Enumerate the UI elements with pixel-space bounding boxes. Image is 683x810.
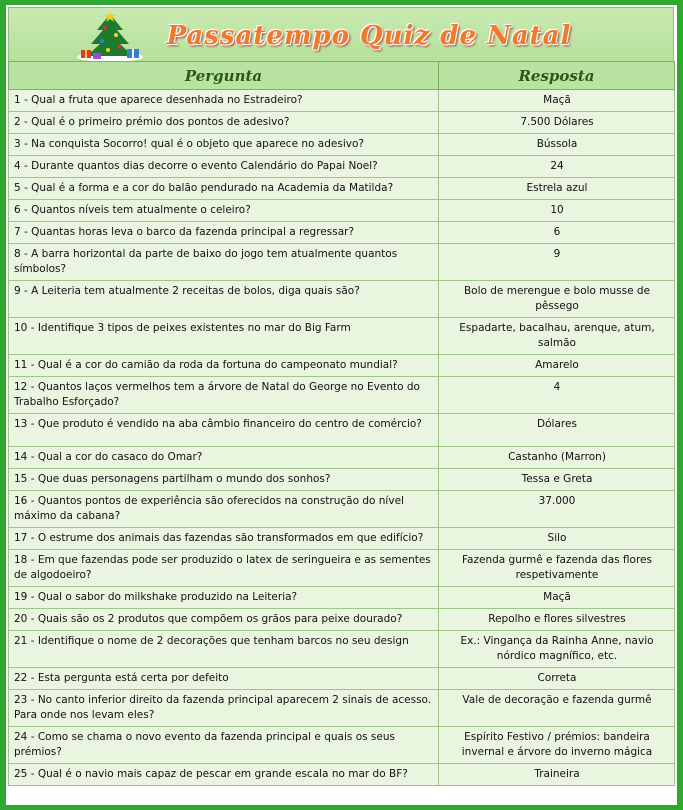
answer-cell: Castanho (Marron) <box>439 447 675 469</box>
table-row <box>9 318 675 355</box>
question-cell: 10 - Identifique 3 tipos de peixes existentes no mar do Big Farm <box>9 318 439 355</box>
question-cell: 17 - O estrume dos animais das fazendas são transformados em que edifício? <box>9 528 439 550</box>
question-cell: 11 - Qual é a cor do camião da roda da fortuna do campeonato mundial? <box>9 355 439 377</box>
answer-cell: Correta <box>439 668 675 690</box>
quiz-table <box>8 61 675 786</box>
table-row <box>9 491 675 528</box>
answer-cell: 10 <box>439 200 675 222</box>
table-row <box>9 355 675 377</box>
answer-cell: Tessa e Greta <box>439 469 675 491</box>
column-header-question: Pergunta <box>9 62 439 90</box>
answer-cell: Bolo de merengue e bolo musse de pêssego <box>439 281 675 318</box>
answer-cell: Silo <box>439 528 675 550</box>
table-row <box>9 528 675 550</box>
answer-cell: Maçã <box>439 90 675 112</box>
column-header-answer: Resposta <box>439 62 675 90</box>
table-row <box>9 690 675 727</box>
page-title: Passatempo Quiz de Natal <box>166 21 572 51</box>
quiz-panel <box>6 5 677 805</box>
answer-cell: Traineira <box>439 764 675 786</box>
table-row <box>9 764 675 786</box>
table-row <box>9 631 675 668</box>
table-row <box>9 414 675 447</box>
question-cell: 18 - Em que fazendas pode ser produzido o latex de seringueira e as sementes de algodoeiro? <box>9 550 439 587</box>
answer-cell: Ex.: Vingança da Rainha Anne, navio nórdico magnífico, etc. <box>439 631 675 668</box>
question-cell: 12 - Quantos laços vermelhos tem a árvore de Natal do George no Evento do Trabalho Esforçado? <box>9 377 439 414</box>
question-cell: 13 - Que produto é vendido na aba câmbio financeiro do centro de comércio? <box>9 414 439 447</box>
question-cell: 20 - Quais são os 2 produtos que compõem os grãos para peixe dourado? <box>9 609 439 631</box>
answer-cell: Estrela azul <box>439 178 675 200</box>
table-row <box>9 668 675 690</box>
answer-cell: Dólares <box>439 414 675 447</box>
answer-cell: 37.000 <box>439 491 675 528</box>
answer-cell: Maçã <box>439 587 675 609</box>
answer-cell: Espírito Festivo / prémios: bandeira invernal e árvore do inverno mágica <box>439 727 675 764</box>
table-row <box>9 727 675 764</box>
table-row <box>9 156 675 178</box>
question-cell: 23 - No canto inferior direito da fazenda principal aparecem 2 sinais de acesso. Para onde nos levam eles? <box>9 690 439 727</box>
question-cell: 21 - Identifique o nome de 2 decorações que tenham barcos no seu design <box>9 631 439 668</box>
table-row <box>9 447 675 469</box>
question-cell: 6 - Quantos níveis tem atualmente o celeiro? <box>9 200 439 222</box>
question-cell: 15 - Que duas personagens partilham o mundo dos sonhos? <box>9 469 439 491</box>
answer-cell: 7.500 Dólares <box>439 112 675 134</box>
question-cell: 1 - Qual a fruta que aparece desenhada no Estradeiro? <box>9 90 439 112</box>
answer-cell: Amarelo <box>439 355 675 377</box>
table-row <box>9 587 675 609</box>
table-row <box>9 469 675 491</box>
question-cell: 7 - Quantas horas leva o barco da fazenda principal a regressar? <box>9 222 439 244</box>
answer-cell: Vale de decoração e fazenda gurmê <box>439 690 675 727</box>
table-row <box>9 222 675 244</box>
answer-cell: Fazenda gurmê e fazenda das flores respetivamente <box>439 550 675 587</box>
table-row <box>9 281 675 318</box>
answer-cell: Espadarte, bacalhau, arenque, atum, salmão <box>439 318 675 355</box>
question-cell: 4 - Durante quantos dias decorre o evento Calendário do Papai Noel? <box>9 156 439 178</box>
answer-cell: 6 <box>439 222 675 244</box>
answer-cell: Repolho e flores silvestres <box>439 609 675 631</box>
table-row <box>9 377 675 414</box>
table-row <box>9 134 675 156</box>
question-cell: 25 - Qual é o navio mais capaz de pescar em grande escala no mar do BF? <box>9 764 439 786</box>
table-row <box>9 178 675 200</box>
table-row <box>9 244 675 281</box>
answer-cell: 24 <box>439 156 675 178</box>
question-cell: 2 - Qual é o primeiro prémio dos pontos de adesivo? <box>9 112 439 134</box>
table-row <box>9 112 675 134</box>
question-cell: 14 - Qual a cor do casaco do Omar? <box>9 447 439 469</box>
table-row <box>9 550 675 587</box>
title-banner <box>8 7 674 62</box>
question-cell: 3 - Na conquista Socorro! qual é o objeto que aparece no adesivo? <box>9 134 439 156</box>
table-row <box>9 90 675 112</box>
answer-cell: Bússola <box>439 134 675 156</box>
answer-cell: 4 <box>439 377 675 414</box>
question-cell: 19 - Qual o sabor do milkshake produzido na Leiteria? <box>9 587 439 609</box>
table-row <box>9 200 675 222</box>
question-cell: 24 - Como se chama o novo evento da fazenda principal e quais os seus prémios? <box>9 727 439 764</box>
christmas-tree-icon <box>75 10 145 62</box>
table-header-row <box>9 62 675 90</box>
question-cell: 22 - Esta pergunta está certa por defeito <box>9 668 439 690</box>
question-cell: 8 - A barra horizontal da parte de baixo do jogo tem atualmente quantos símbolos? <box>9 244 439 281</box>
table-row <box>9 609 675 631</box>
question-cell: 16 - Quantos pontos de experiência são oferecidos na construção do nível máximo da cabana? <box>9 491 439 528</box>
question-cell: 9 - A Leiteria tem atualmente 2 receitas de bolos, diga quais são? <box>9 281 439 318</box>
question-cell: 5 - Qual é a forma e a cor do balão pendurado na Academia da Matilda? <box>9 178 439 200</box>
answer-cell: 9 <box>439 244 675 281</box>
